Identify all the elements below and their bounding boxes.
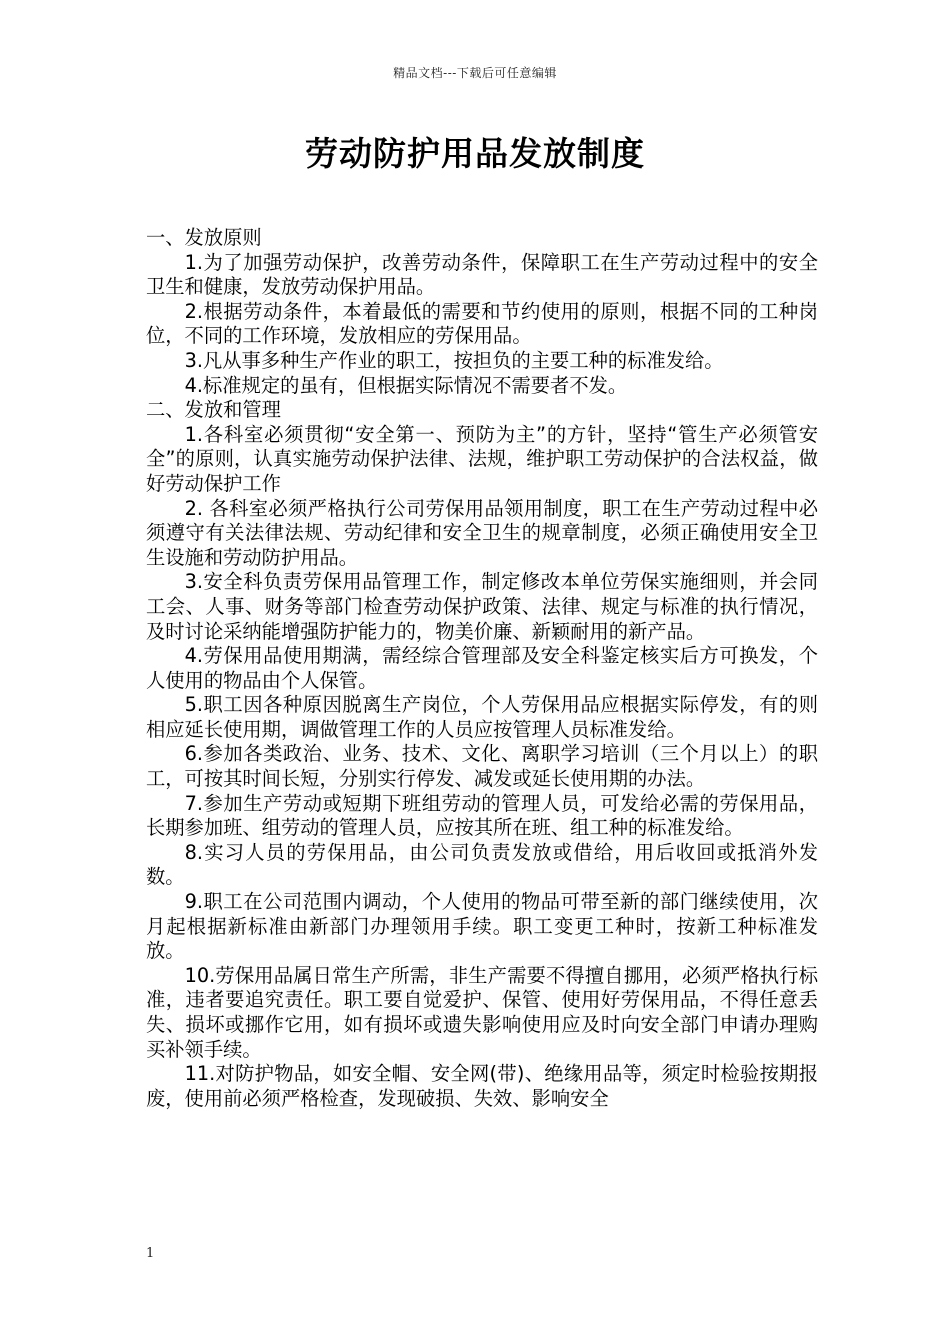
- paragraph: 2. 各科室必须严格执行公司劳保用品领用制度，职工在生产劳动过程中必须遵守有关法律法规、劳动纪律和安全卫生的规章制度，必须正确使用安全卫生设施和劳动防护用品。: [146, 496, 818, 569]
- paragraph: 11.对防护物品，如安全帽、安全网(带)、绝缘用品等，须定时检验按期报废，使用前必须严格检查，发现破损、失效、影响安全: [146, 1062, 818, 1110]
- paragraph: 1.各科室必须贯彻“安全第一、预防为主”的方针，坚持“管生产必须管安全”的原则，认真实施劳动保护法律、法规，维护职工劳动保护的合法权益，做好劳动保护工作: [146, 422, 818, 495]
- section-management: [146, 398, 818, 1111]
- section-heading: 一、发放原则: [146, 226, 262, 249]
- paragraph: 4.标准规定的虽有，但根据实际情况不需要者不发。: [184, 373, 628, 397]
- document-body: [146, 226, 818, 1111]
- paragraph: 3.凡从事多种生产作业的职工，按担负的主要工种的标准发给。: [184, 348, 724, 372]
- paragraph: 8.实习人员的劳保用品，由公司负责发放或借给，用后收回或抵消外发数。: [146, 840, 818, 889]
- section-heading: 二、发放和管理: [146, 398, 281, 422]
- paragraph: 4.劳保用品使用期满，需经综合管理部及安全科鉴定核实后方可换发，个人使用的物品由个人保管。: [146, 644, 818, 692]
- paragraph: 1.为了加强劳动保护，改善劳动条件，保障职工在生产劳动过程中的安全卫生和健康，发放劳动保护用品。: [146, 250, 818, 299]
- paragraph: 6.参加各类政治、业务、技术、文化、离职学习培训（三个月以上）的职工，可按其时间长短，分别实行停发、减发或延长使用期的办法。: [146, 742, 818, 791]
- paragraph: 9.职工在公司范围内调动，个人使用的物品可带至新的部门继续使用，次月起根据新标准由新部门办理领用手续。职工变更工种时，按新工种标准发放。: [146, 890, 818, 963]
- header-note: 精品文档---下载后可任意编辑: [393, 66, 557, 80]
- paragraph: 3.安全科负责劳保用品管理工作，制定修改本单位劳保实施细则，并会同工会、人事、财务等部门检查劳动保护政策、法律、规定与标准的执行情况，及时讨论采纳能增强防护能力的，物美价廉、新颖耐用的新产品。: [146, 570, 818, 643]
- document-title: 劳动防护用品发放制度: [305, 134, 645, 173]
- paragraph: 10.劳保用品属日常生产所需，非生产需要不得擅自挪用，必须严格执行标准，违者要追究责任。职工要自觉爱护、保管、使用好劳保用品，不得任意丢失、损坏或挪作它用，如有损坏或遗失影响使用应及时向安全部门申请办理购买补领手续。: [146, 963, 818, 1061]
- paragraph: 2.根据劳动条件，本着最低的需要和节约使用的原则，根据不同的工种岗位，不同的工作环境，发放相应的劳保用品。: [146, 299, 818, 348]
- page-number: 1: [146, 1246, 155, 1261]
- paragraph: 5.职工因各种原因脱离生产岗位，个人劳保用品应根据实际停发，有的则相应延长使用期，调做管理工作的人员应按管理人员标准发给。: [146, 693, 818, 741]
- section-principles: [146, 226, 818, 398]
- paragraph: 7.参加生产劳动或短期下班组劳动的管理人员，可发给必需的劳保用品，长期参加班、组劳动的管理人员，应按其所在班、组工种的标准发给。: [146, 791, 818, 840]
